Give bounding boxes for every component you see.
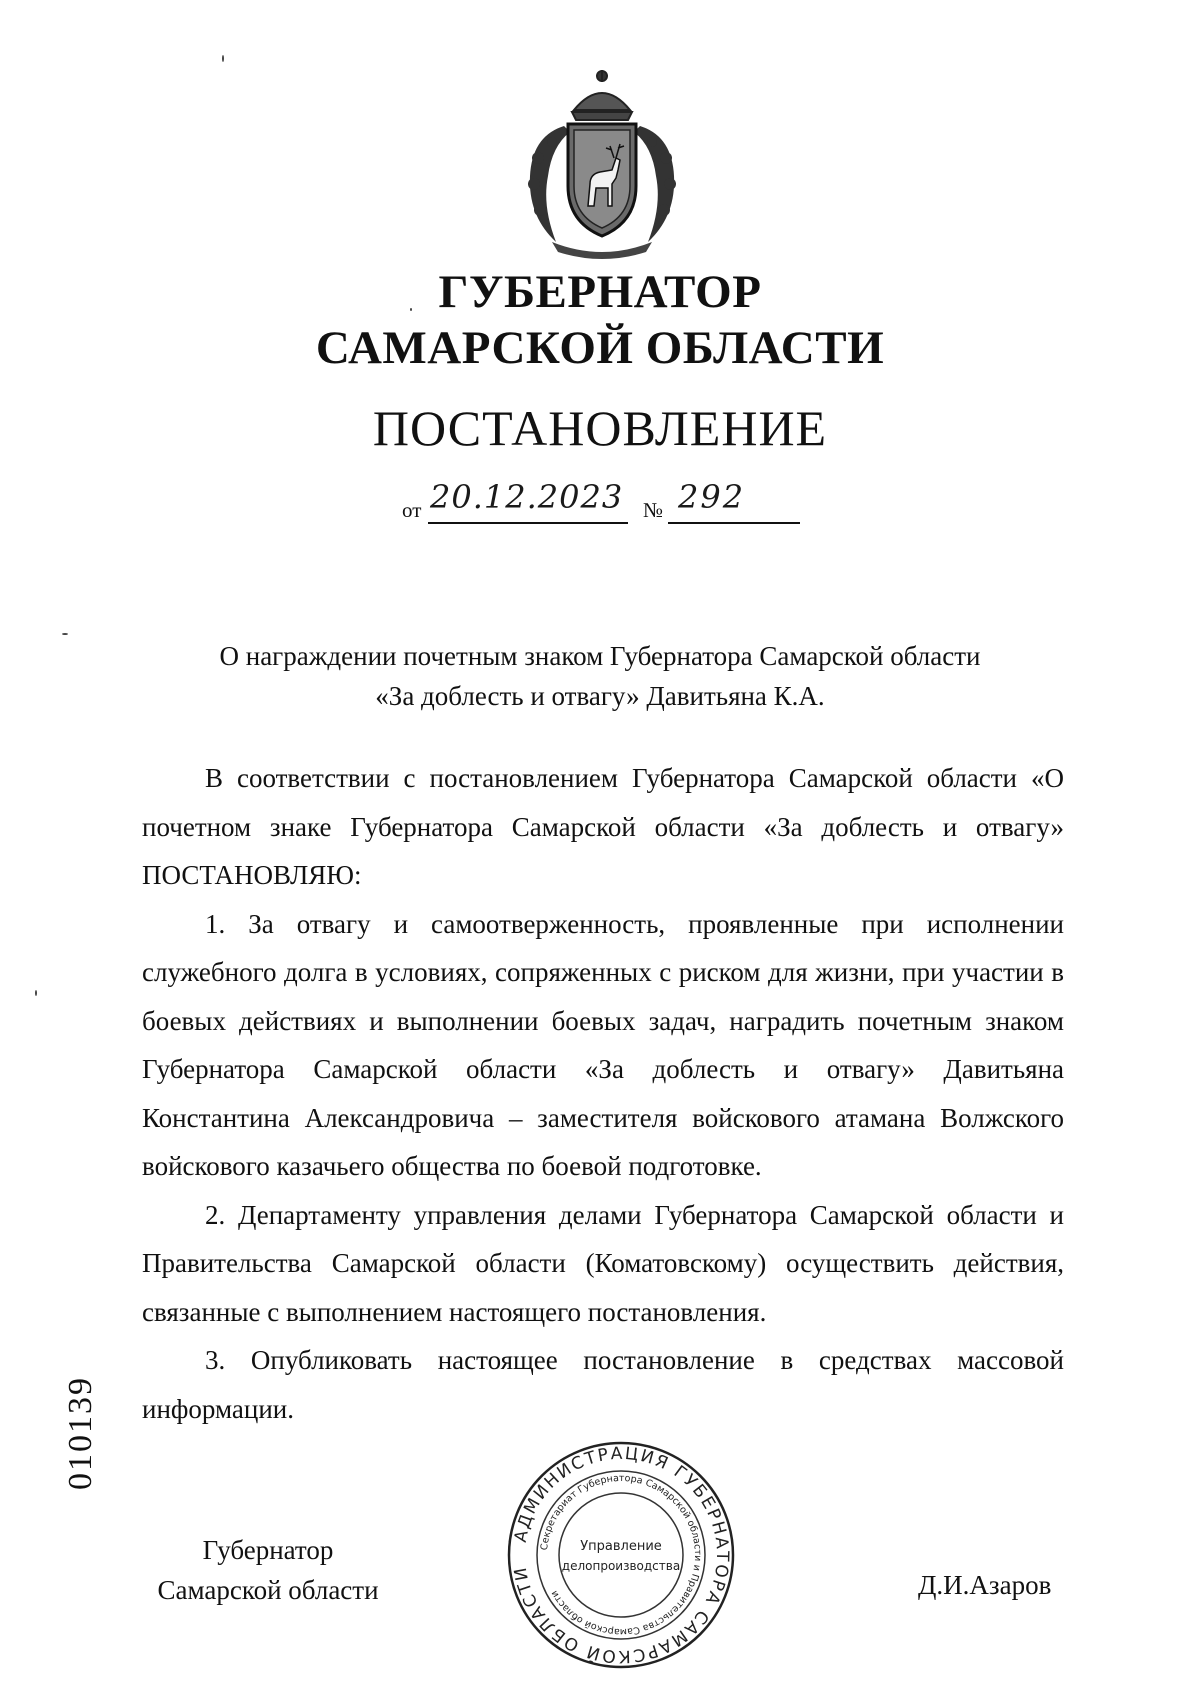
subject-line1: О награждении почетным знаком Губернатора Самарской области [219,641,981,671]
handwritten-date: 20.12.2023 [430,478,624,516]
scan-speck [410,308,412,311]
preamble-paragraph: В соответствии с постановлением Губернатора Самарской области «О почетном знаке Губернатора Самарской области «За доблесть и отвагу» ПОСТАНОВЛЯЮ: [142,763,1064,890]
coat-of-arms-emblem [512,66,692,262]
stamp-inner-ring-text: Секретариат Губернатора Самарской области и Правительства Самарской области [539,1472,704,1638]
signatory-name: Д.И.Азаров [918,1570,1052,1600]
date-prefix: от [402,498,422,522]
authority-title-line2: САМАРСКОЙ ОБЛАСТИ [315,322,885,374]
number-prefix: № [643,498,664,522]
handwritten-number: 292 [678,478,746,516]
date-number-line [0,478,1200,528]
signatory-position [148,1530,388,1610]
stamp-center-line1: Управление [580,1539,662,1554]
subject-line2: «За доблесть и отвагу» Давитьяна К.А. [375,681,825,711]
authority-title-line1: ГУБЕРНАТОР [438,266,762,318]
date-underline [428,522,628,524]
scan-speck [222,55,224,62]
stamp-outer-ring-text: АДМИНИСТРАЦИЯ ГУБЕРНАТОРА САМАРСКОЙ ОБЛАСТИ [510,1443,733,1667]
svg-text:Секретариат Губернатора Самарс [539,1473,703,1637]
signatory-position-line2: Самарской области [157,1575,379,1605]
scan-speck [62,633,68,635]
margin-serial-number-text: 010139 [62,1376,99,1490]
document-subject [150,636,1050,716]
scan-speck [35,990,37,996]
item-3-paragraph: 3. Опубликовать настоящее постановление в средствах массовой информации. [142,1345,1064,1424]
number-underline [668,522,800,524]
item-2-paragraph: 2. Департаменту управления делами Губернатора Самарской области и Правительства Самарской области (Коматовскому) осуществить действия, связанные с выполнением настоящего постановления. [142,1199,1064,1327]
item-1-paragraph: 1. За отвагу и самоотверженность, проявленные при исполнении служебного долга в условиях, сопряженных с риском для жизни, при участии в боевых действиях и выполнении боевых задач, наградить почетным знаком Губернатора Самарской области «За доблесть и отвагу» Давитьяна Константина Александровича – заместителя войскового атамана Волжского войскового казачьего общества по боевой подготовке. [142,908,1064,1181]
document-body [142,754,1064,1433]
signatory-position-line1: Губернатор [202,1535,334,1565]
document-type-title: ПОСТАНОВЛЕНИЕ [372,400,828,456]
stamp-center-line2: делопроизводства [561,1559,681,1573]
official-round-stamp [506,1440,736,1670]
margin-serial-number [62,1330,102,1490]
